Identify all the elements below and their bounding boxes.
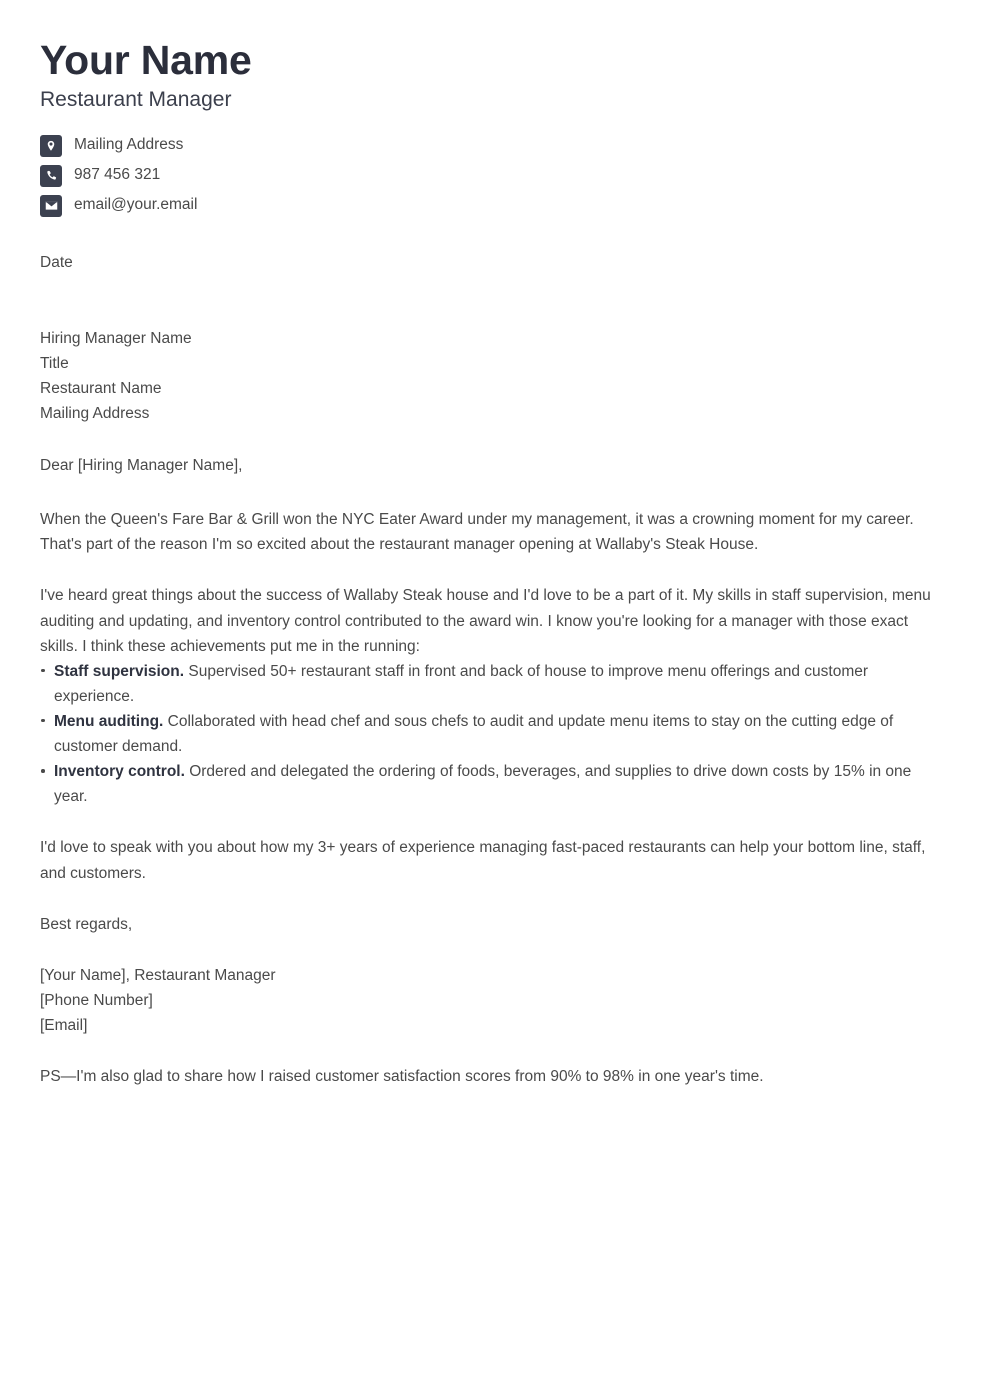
list-item-text: Ordered and delegated the ordering of foods, beverages, and supplies to drive down costs by 15% in one year. — [54, 763, 912, 806]
body-paragraph-2: I've heard great things about the success of Wallaby Steak house and I'd love to be a part of it. My skills in staff supervision, menu auditing and updating, and inventory control contributed to the award win. I know you're looking for a manager with those exact skills. I think these achievements put me in the running: — [40, 587, 931, 655]
job-title: Restaurant Manager — [40, 88, 232, 112]
achievements-list — [40, 659, 932, 810]
list-item — [40, 709, 932, 759]
salutation: Dear [Hiring Manager Name], — [40, 457, 243, 475]
signature-line: [Email] — [40, 1016, 88, 1034]
list-item-lead: Menu auditing. — [54, 712, 164, 730]
signature-line: [Your Name], Restaurant Manager — [40, 966, 276, 984]
contact-item-label: email@your.email — [74, 196, 198, 214]
contact-item-address — [40, 135, 932, 157]
recipient-line: Hiring Manager Name — [40, 329, 192, 347]
envelope-icon — [40, 195, 62, 217]
list-item — [40, 759, 932, 809]
list-item-lead: Inventory control. — [54, 763, 185, 781]
contact-item-email — [40, 195, 932, 217]
postscript-line: PS—I'm also glad to share how I raised customer satisfaction scores from 90% to 98% in one year's time. — [40, 1068, 764, 1086]
contact-list — [40, 135, 932, 217]
list-item — [40, 659, 932, 709]
recipient-block — [40, 326, 932, 426]
date-line: Date — [40, 253, 73, 271]
body-paragraph-1: When the Queen's Fare Bar & Grill won the NYC Eater Award under my management, it was a crowning moment for my career. That's part of the reason I'm so excited about the restaurant manager opening at Wallaby's Steak House. — [40, 511, 914, 554]
list-item-text: Collaborated with head chef and sous chefs to audit and update menu items to stay on the cutting edge of customer demand. — [54, 712, 894, 756]
contact-item-phone — [40, 165, 932, 187]
closing-line: Best regards, — [40, 915, 133, 933]
list-item-text: Supervised 50+ restaurant staff in front and back of house to improve menu offerings and customer experience. — [54, 662, 869, 705]
signature-block — [40, 963, 932, 1038]
recipient-line: Restaurant Name — [40, 380, 162, 398]
contact-item-label: 987 456 321 — [74, 166, 161, 184]
phone-icon — [40, 165, 62, 187]
page-title: Your Name — [40, 37, 252, 83]
recipient-line: Title — [40, 355, 69, 373]
signature-line: [Phone Number] — [40, 991, 153, 1009]
contact-item-label: Mailing Address — [74, 136, 184, 154]
recipient-line: Mailing Address — [40, 405, 150, 423]
map-pin-icon — [40, 135, 62, 157]
list-item-lead: Staff supervision. — [54, 662, 185, 680]
letter-header — [40, 36, 932, 115]
body-paragraph-3: I'd love to speak with you about how my 3+ years of experience managing fast-paced restaurants can help your bottom line, staff, and customers. — [40, 839, 926, 882]
